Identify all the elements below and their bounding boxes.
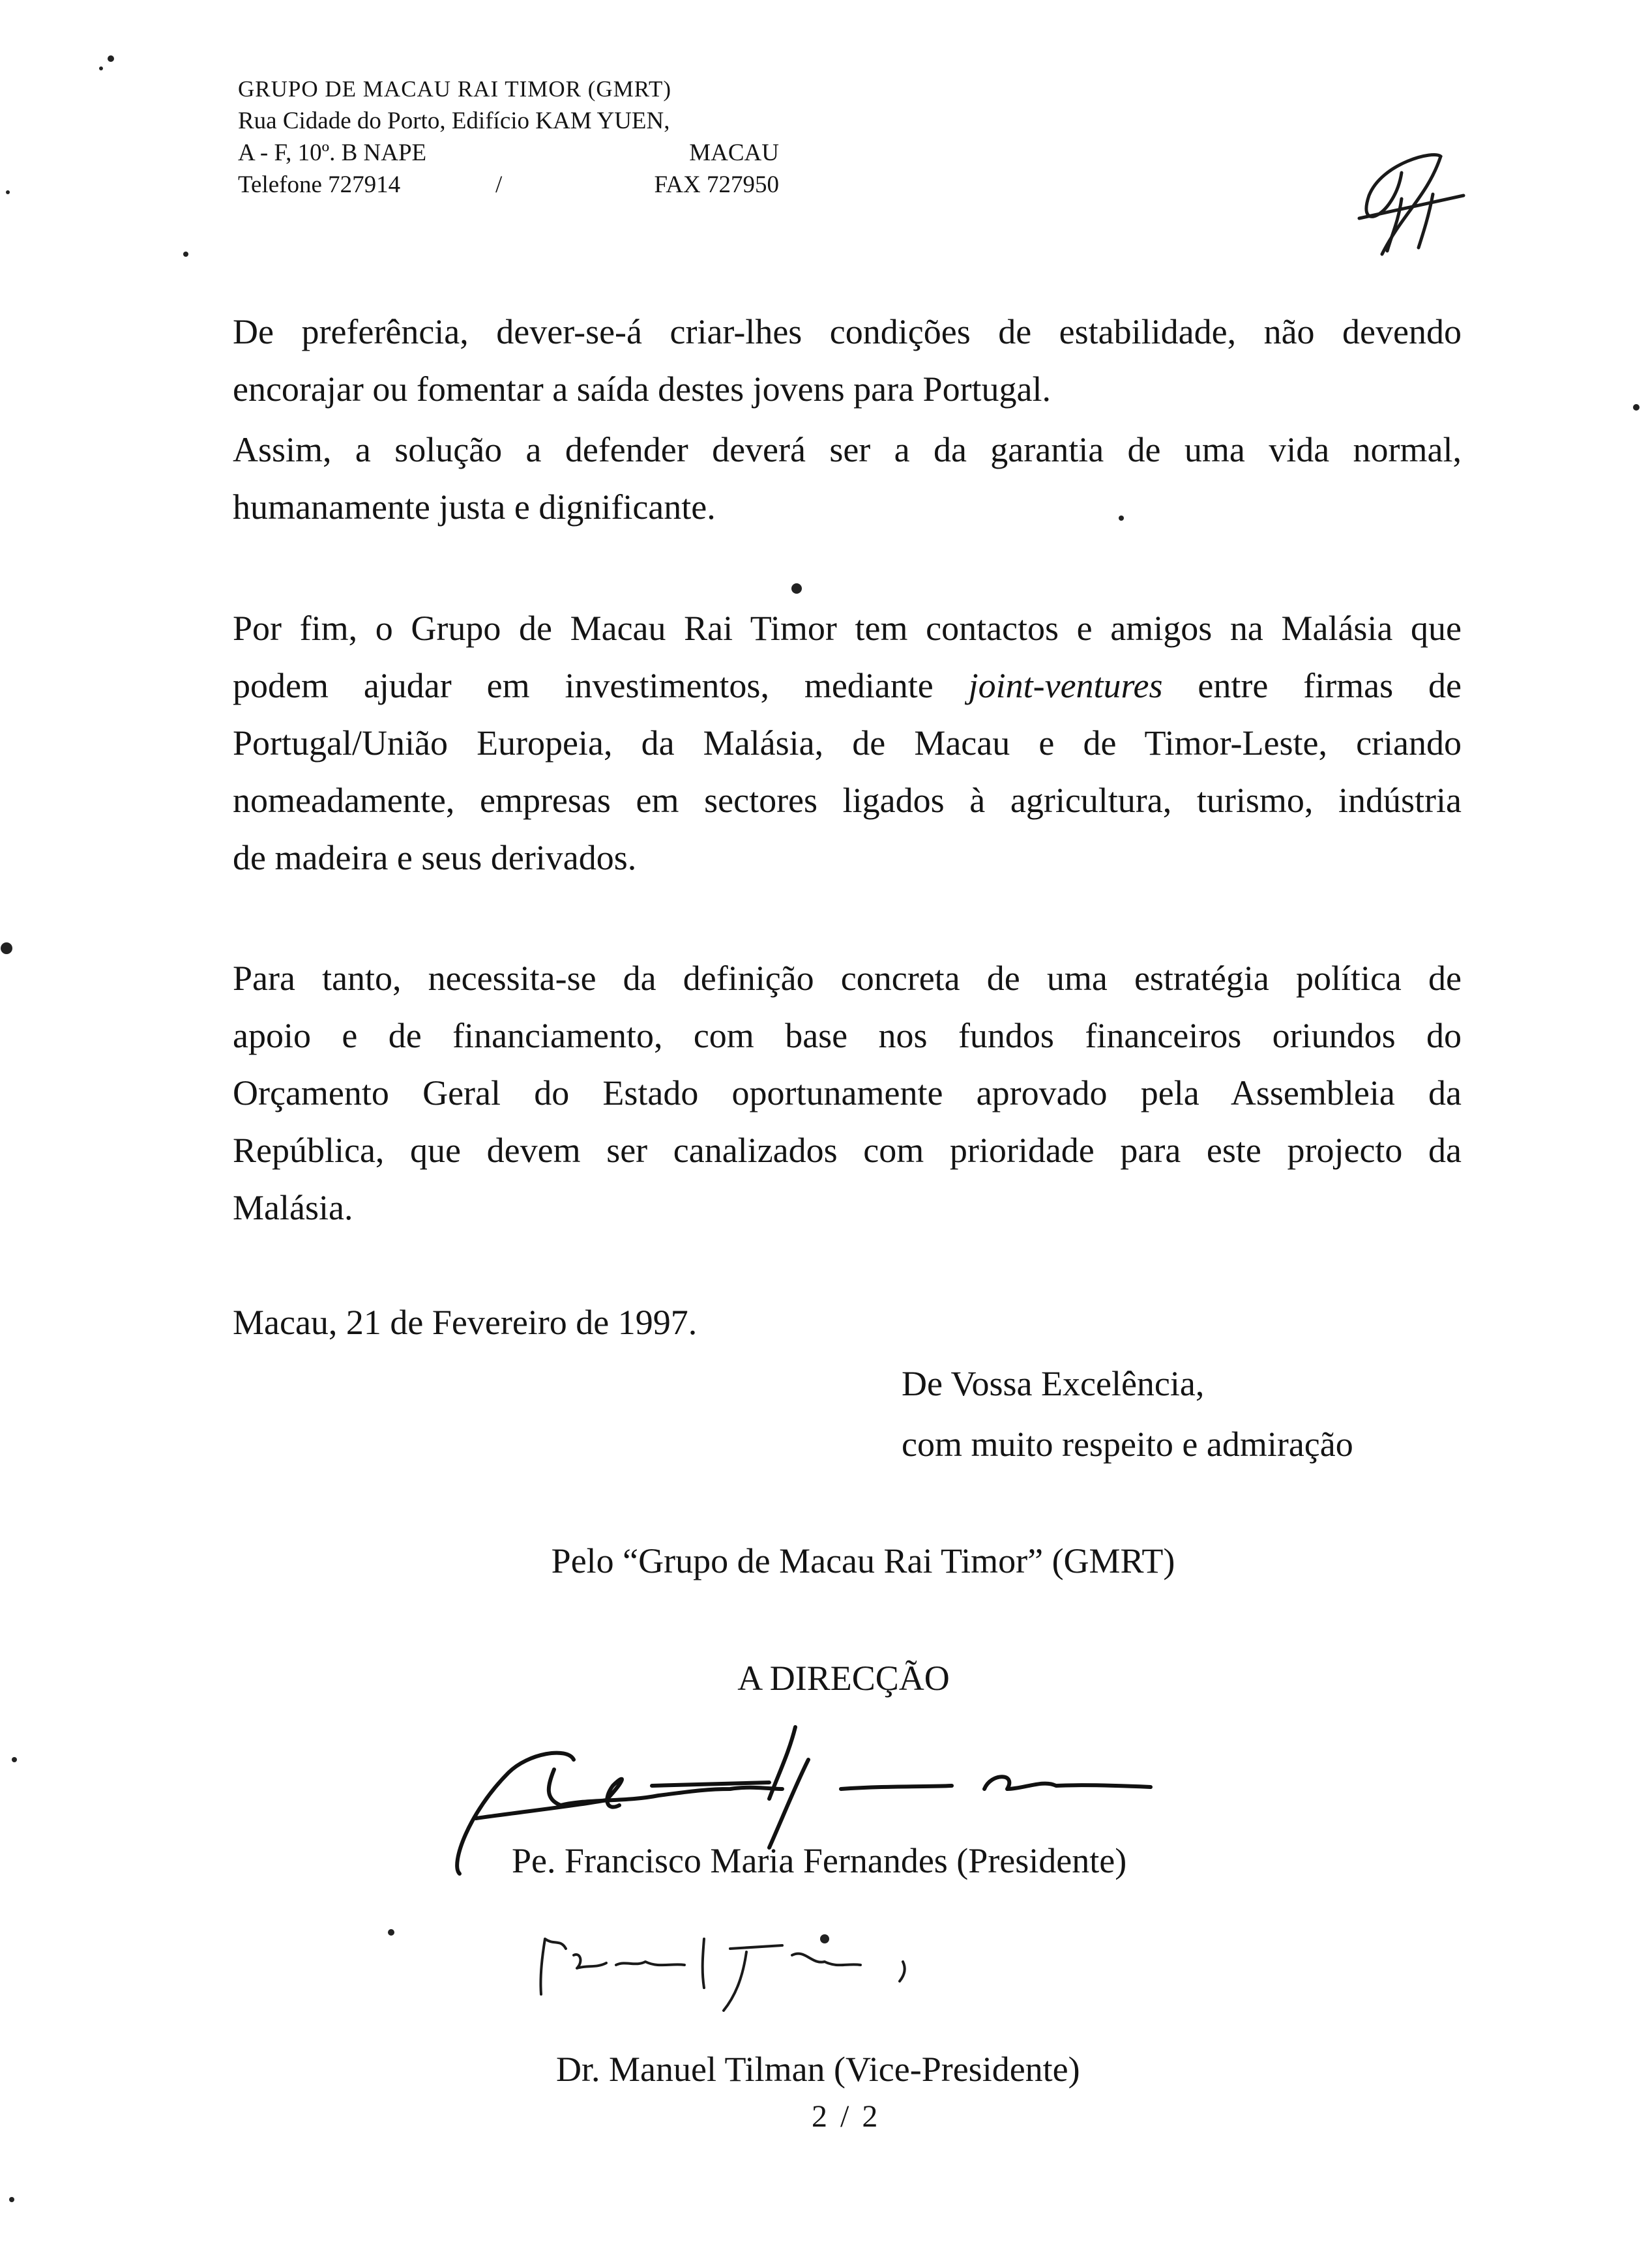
paragraph-2-line-1: Assim, a solução a defender deverá ser a da garantia de uma vida normal,	[233, 430, 1462, 469]
org-name: GRUPO DE MACAU RAI TIMOR (GMRT)	[238, 76, 672, 102]
on-behalf-line: Pelo “Grupo de Macau Rai Timor” (GMRT)	[551, 1541, 1175, 1580]
president-signature	[457, 1727, 1151, 1874]
paragraph-3-line-2-post: entre firmas de	[1162, 666, 1462, 705]
address-city: MACAU	[689, 139, 779, 166]
signatory-vice-president-name: Dr. Manuel Tilman (Vice-Presidente)	[556, 2050, 1080, 2089]
paragraph-4-line-4: República, que devem ser canalizados com prioridade para este projecto da	[233, 1131, 1462, 1170]
paragraph-4-line-3: Orçamento Geral do Estado oportunamente aprovado pela Assembleia da	[233, 1073, 1462, 1112]
contact-separator: /	[495, 171, 503, 198]
address-line-1: Rua Cidade do Porto, Edifício KAM YUEN,	[238, 108, 670, 134]
paragraph-3-line-3: Portugal/União Europeia, da Malásia, de Macau e de Timor-Leste, criando	[233, 723, 1462, 763]
page-number: 2 / 2	[812, 2099, 881, 2134]
date-line: Macau, 21 de Fevereiro de 1997.	[233, 1303, 698, 1342]
handwritten-initials-mark	[1359, 155, 1464, 255]
paragraph-3-line-4: nomeadamente, empresas em sectores ligados à agricultura, turismo, indústria	[233, 781, 1462, 820]
paragraph-4-line-5: Malásia.	[233, 1188, 353, 1227]
paragraph-3-line-1: Por fim, o Grupo de Macau Rai Timor tem contactos e amigos na Malásia que	[233, 609, 1462, 648]
paragraph-4-line-2: apoio e de financiamento, com base nos fundos financeiros oriundos do	[233, 1016, 1462, 1055]
address-line-2-left: A - F, 10º. B NAPE	[238, 139, 427, 166]
fax-number: FAX 727950	[654, 171, 779, 198]
direction-heading: A DIRECÇÃO	[737, 1659, 950, 1698]
closing-line-1: De Vossa Excelência,	[902, 1364, 1205, 1403]
phone-number: Telefone 727914	[238, 171, 401, 198]
paragraph-4-line-1: Para tanto, necessita-se da definição concreta de uma estratégia política de	[233, 959, 1462, 998]
joint-ventures-term: joint-ventures	[968, 666, 1163, 705]
scan-specks	[1, 55, 1640, 2202]
vice-president-signature	[540, 1939, 904, 2011]
paragraph-2-line-2: humanamente justa e dignificante.	[233, 487, 716, 527]
signatory-president-name: Pe. Francisco Maria Fernandes (Presidente)	[512, 1841, 1127, 1880]
paragraph-3-line-5: de madeira e seus derivados.	[233, 838, 637, 877]
paragraph-3-line-2-pre: podem ajudar em investimentos, mediante	[233, 666, 969, 705]
closing-line-2: com muito respeito e admiração	[902, 1425, 1353, 1464]
paragraph-1-line-1: De preferência, dever-se-á criar-lhes condições de estabilidade, não devendo	[233, 312, 1462, 351]
paragraph-1-line-2: encorajar ou fomentar a saída destes jovens para Portugal.	[233, 370, 1052, 409]
